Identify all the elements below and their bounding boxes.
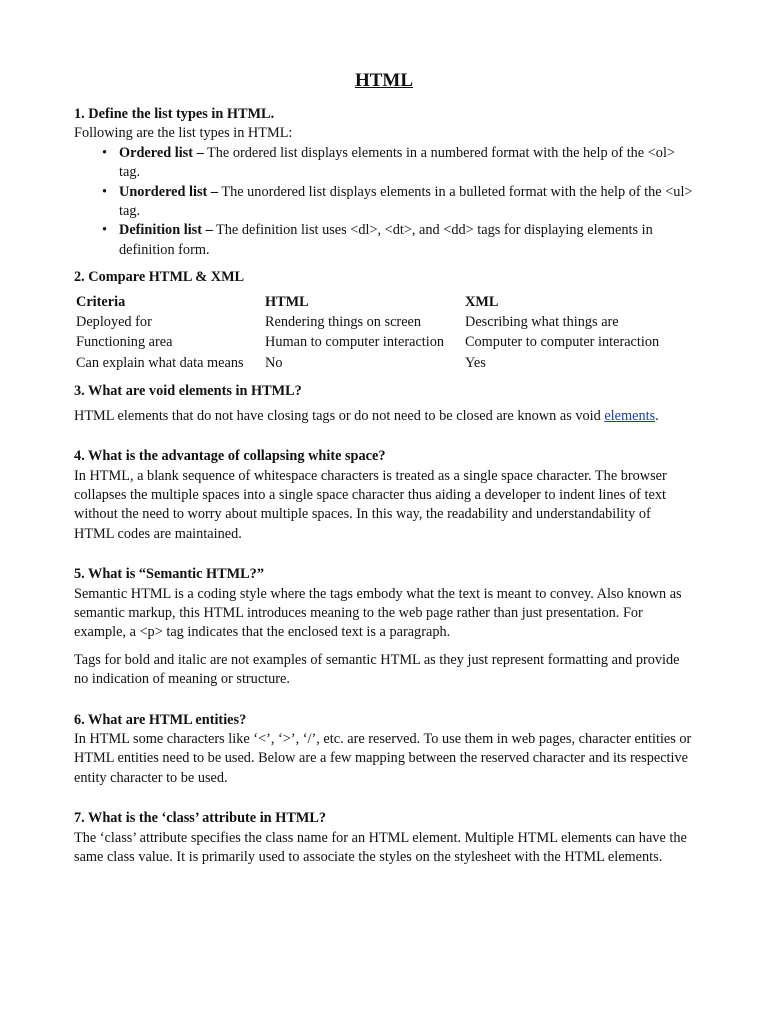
- table-cell: Computer to computer interaction: [465, 334, 660, 351]
- section-void-elements: [74, 382, 694, 426]
- section-list-types: [74, 105, 694, 260]
- list-types-list: [74, 144, 694, 260]
- section-white-space: [74, 447, 694, 544]
- section-compare: [74, 268, 694, 374]
- paragraph: In HTML, a blank sequence of whitespace characters is treated as a single space character. The browser collapses the multiple spaces into a single space character thus aiding a developer to indent lines of text without the need to worry about multiple spaces. In this way, the readability and understandability of HTML codes are maintained.: [74, 467, 667, 542]
- table-header-row: [74, 293, 661, 313]
- column-header: Criteria: [76, 293, 126, 310]
- page-title: HTML: [354, 70, 414, 91]
- list-item-text: The ordered list displays elements in a numbered format with the help of the <ol> tag.: [119, 144, 675, 181]
- paragraph: In HTML some characters like ‘<’, ‘>’, ‘/’, etc. are reserved. To use them in web pages, character entities or HTML entities need to be used. Below are a few mapping between the reserved character and its respective entity character to be used.: [74, 730, 692, 786]
- section-semantic-html: [74, 565, 694, 689]
- table-cell: Can explain what data means: [76, 354, 244, 371]
- comparison-table: [74, 293, 661, 375]
- table-cell: Yes: [465, 354, 486, 371]
- question-heading: 2. Compare HTML & XML: [74, 269, 245, 286]
- list-item-definition: [119, 221, 694, 260]
- table-row: [74, 354, 661, 374]
- table-cell: Describing what things are: [465, 314, 619, 331]
- list-item-ordered: [119, 144, 694, 183]
- paragraph: [74, 407, 694, 426]
- question-heading: 6. What are HTML entities?: [74, 711, 247, 728]
- question-heading: 3. What are void elements in HTML?: [74, 383, 302, 400]
- elements-link[interactable]: elements: [604, 407, 656, 424]
- question-heading: 5. What is “Semantic HTML?”: [74, 566, 264, 583]
- list-item-text: The definition list uses <dl>, <dt>, and <dd> tags for displaying elements in definition form.: [119, 222, 653, 258]
- question-heading: 7. What is the ‘class’ attribute in HTML?: [74, 810, 327, 827]
- list-item-unordered: [119, 183, 694, 222]
- paragraph: The ‘class’ attribute specifies the class name for an HTML element. Multiple HTML elements can have the same class value. It is primarily used to associate the styles on the stylesheet with the HTML elements.: [74, 829, 687, 865]
- paragraph-text: HTML elements that do not have closing tags or do not need to be closed are known as void: [74, 407, 605, 424]
- list-item-term: Ordered list –: [119, 144, 204, 161]
- table-cell: Functioning area: [76, 334, 173, 351]
- table-row: [74, 333, 661, 353]
- question-heading: 4. What is the advantage of collapsing white space?: [74, 448, 386, 465]
- paragraph-text: .: [655, 407, 659, 424]
- column-header: HTML: [265, 293, 309, 310]
- table-row: [74, 313, 661, 333]
- list-item-text: The unordered list displays elements in a bulleted format with the help of the <ul> tag.: [119, 183, 693, 220]
- list-item-term: Unordered list –: [119, 183, 219, 200]
- table-cell: Deployed for: [76, 314, 152, 331]
- question-heading: 1. Define the list types in HTML.: [74, 106, 275, 122]
- section-html-entities: [74, 711, 694, 789]
- paragraph: Semantic HTML is a coding style where the tags embody what the text is meant to convey. Also known as semantic markup, this HTML introduces meaning to the web page rather than just presentation. For example, a <p> tag indicates that the enclosed text is a paragraph.: [74, 585, 682, 641]
- table-cell: Human to computer interaction: [265, 334, 445, 351]
- table-cell: No: [265, 354, 283, 371]
- paragraph: Tags for bold and italic are not examples of semantic HTML as they just represent formatting and provide no indication of meaning or structure.: [74, 651, 680, 688]
- list-item-term: Definition list –: [119, 222, 213, 239]
- table-cell: Rendering things on screen: [265, 314, 422, 331]
- column-header: XML: [465, 293, 499, 310]
- paragraph: Following are the list types in HTML:: [74, 125, 293, 142]
- section-class-attribute: [74, 809, 694, 867]
